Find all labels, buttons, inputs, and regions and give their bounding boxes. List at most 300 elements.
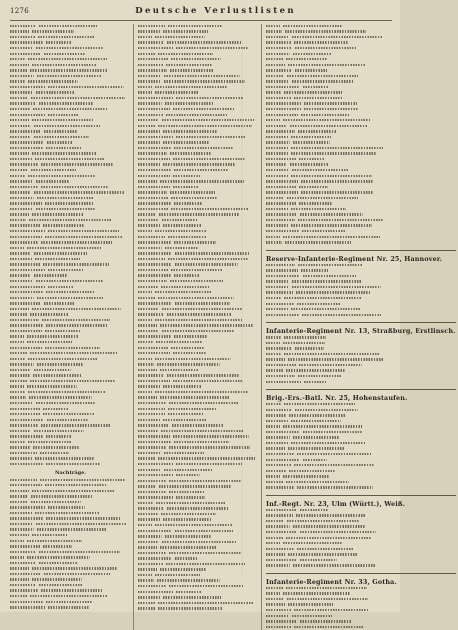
illegible-text-segment [292, 280, 362, 282]
illegible-text-segment [158, 53, 213, 55]
illegible-text-segment [138, 352, 170, 354]
illegible-text-segment [176, 463, 242, 465]
illegible-text-segment [292, 80, 354, 82]
illegible-text-segment [138, 441, 171, 443]
illegible-text-segment [44, 302, 75, 304]
illegible-text-segment [266, 286, 289, 288]
illegible-text-segment [36, 47, 103, 49]
illegible-text-segment [43, 545, 72, 547]
illegible-text-segment [160, 369, 198, 371]
illegible-text-segment [287, 598, 368, 600]
illegible-text-segment [10, 545, 40, 547]
illegible-text-segment [292, 36, 382, 38]
illegible-text-segment [297, 453, 371, 455]
illegible-text-segment [45, 484, 107, 486]
illegible-text-segment [30, 595, 107, 597]
illegible-text-segment [294, 609, 368, 611]
illegible-text-segment [10, 347, 42, 349]
illegible-text-segment [266, 186, 296, 188]
illegible-text-segment [163, 419, 207, 421]
illegible-text-segment [28, 58, 107, 60]
illegible-text-segment [138, 341, 153, 343]
illegible-text-segment [10, 335, 24, 337]
illegible-text-segment [164, 80, 245, 82]
illegible-text-segment [155, 291, 211, 293]
illegible-text-segment [175, 530, 233, 532]
illegible-text-segment [138, 75, 161, 77]
illegible-text-segment [10, 158, 32, 160]
illegible-text-segment [290, 163, 328, 165]
illegible-text-segment [295, 409, 358, 411]
illegible-text-segment [35, 457, 94, 459]
casualty-entry-line [10, 351, 131, 357]
illegible-text-segment [163, 141, 209, 143]
illegible-text-segment [10, 380, 27, 382]
illegible-text-segment [167, 313, 231, 315]
illegible-text-segment [288, 603, 333, 605]
illegible-text-segment [266, 141, 290, 143]
illegible-text-segment [300, 620, 352, 622]
illegible-text-segment [266, 236, 280, 238]
illegible-text-segment [10, 457, 32, 459]
illegible-text-segment [10, 236, 42, 238]
illegible-text-segment [283, 425, 362, 427]
illegible-text-segment [10, 175, 25, 177]
illegible-text-segment [173, 435, 249, 437]
illegible-text-segment [155, 574, 200, 576]
illegible-text-segment [36, 402, 96, 404]
illegible-text-segment [138, 330, 159, 332]
illegible-text-segment [266, 47, 292, 49]
illegible-text-segment [138, 385, 160, 387]
illegible-text-segment [174, 274, 200, 276]
illegible-text-segment [266, 587, 283, 589]
section-divider [266, 250, 456, 251]
illegible-text-segment [48, 86, 124, 88]
illegible-text-segment [46, 41, 72, 43]
illegible-text-segment [10, 119, 29, 121]
illegible-text-segment [37, 528, 106, 530]
illegible-text-segment [291, 224, 372, 226]
text-columns [10, 24, 456, 610]
illegible-text-segment [173, 108, 235, 110]
illegible-text-segment [138, 491, 166, 493]
illegible-text-segment [158, 297, 234, 299]
section-divider [266, 322, 456, 323]
illegible-text-segment [10, 374, 30, 376]
illegible-text-segment [138, 563, 163, 565]
illegible-text-segment [286, 537, 372, 539]
casualty-entry-line [10, 605, 131, 611]
illegible-text-segment [156, 502, 226, 504]
illegible-text-segment [266, 152, 288, 154]
illegible-text-segment [138, 47, 173, 49]
illegible-text-segment [138, 80, 161, 82]
illegible-text-segment [10, 589, 38, 591]
illegible-text-segment [138, 463, 173, 465]
illegible-text-segment [10, 91, 33, 93]
illegible-text-segment [266, 486, 294, 488]
illegible-text-segment [138, 513, 158, 515]
illegible-text-segment [10, 274, 31, 276]
illegible-text-segment [10, 408, 40, 410]
illegible-text-segment [301, 114, 349, 116]
illegible-text-segment [10, 363, 34, 365]
illegible-text-segment [10, 252, 31, 254]
illegible-text-segment [300, 531, 376, 533]
illegible-text-segment [266, 130, 295, 132]
illegible-text-segment [32, 119, 94, 121]
illegible-text-segment [169, 402, 238, 404]
illegible-text-segment [138, 69, 167, 71]
illegible-text-segment [168, 236, 207, 238]
illegible-text-segment [32, 490, 115, 492]
illegible-text-segment [166, 563, 245, 565]
illegible-text-segment [32, 152, 96, 154]
illegible-text-segment [39, 562, 78, 564]
illegible-text-segment [266, 375, 295, 377]
illegible-text-segment [42, 319, 110, 321]
casualty-entry-line [138, 318, 259, 324]
illegible-text-segment [138, 518, 160, 520]
illegible-text-segment [10, 86, 45, 88]
illegible-text-segment [266, 314, 299, 316]
illegible-text-segment [10, 213, 29, 215]
illegible-text-segment [160, 568, 207, 570]
illegible-text-segment [266, 353, 281, 355]
illegible-text-segment [33, 446, 79, 448]
illegible-text-segment [43, 263, 109, 265]
illegible-text-segment [173, 352, 206, 354]
illegible-text-segment [298, 375, 341, 377]
illegible-text-segment [290, 125, 367, 127]
illegible-text-segment [298, 219, 383, 221]
illegible-text-segment [158, 607, 222, 609]
illegible-text-segment [10, 208, 33, 210]
illegible-text-segment [296, 291, 371, 293]
illegible-text-segment [167, 374, 240, 376]
illegible-text-segment [10, 540, 24, 542]
illegible-text-segment [266, 219, 295, 221]
illegible-text-segment [176, 136, 246, 138]
illegible-text-segment [166, 114, 227, 116]
illegible-text-segment [266, 481, 283, 483]
illegible-text-segment [37, 75, 101, 77]
illegible-text-segment [138, 53, 155, 55]
illegible-text-segment [266, 119, 280, 121]
illegible-text-segment [158, 602, 254, 604]
illegible-text-segment [294, 464, 374, 466]
illegible-text-segment [10, 186, 38, 188]
illegible-text-segment [175, 302, 230, 304]
illegible-text-segment [292, 615, 332, 617]
illegible-text-segment [284, 353, 380, 355]
illegible-text-segment [31, 169, 76, 171]
illegible-text-segment [138, 236, 165, 238]
illegible-text-segment [176, 474, 200, 476]
illegible-text-segment [166, 64, 213, 66]
illegible-text-segment [266, 208, 288, 210]
illegible-text-segment [41, 424, 111, 426]
illegible-text-segment [266, 626, 291, 628]
illegible-text-segment [138, 535, 162, 537]
illegible-text-segment [169, 480, 241, 482]
illegible-text-segment [138, 280, 167, 282]
illegible-text-segment [10, 286, 45, 288]
illegible-text-segment [266, 403, 281, 405]
casualty-entry-line [266, 625, 456, 630]
illegible-text-segment [287, 520, 360, 522]
illegible-text-segment [266, 431, 300, 433]
illegible-text-segment [10, 64, 29, 66]
illegible-text-segment [288, 447, 345, 449]
illegible-text-segment [10, 413, 40, 415]
illegible-text-segment [155, 230, 206, 232]
illegible-text-segment [43, 408, 68, 410]
illegible-text-segment [162, 219, 198, 221]
illegible-text-segment [174, 441, 229, 443]
illegible-text-segment [138, 30, 160, 32]
illegible-text-segment [266, 102, 301, 104]
illegible-text-segment [138, 230, 152, 232]
illegible-text-segment [34, 274, 68, 276]
illegible-text-segment [27, 540, 82, 542]
casualty-entry-line [138, 46, 259, 52]
casualty-entry-line [10, 379, 131, 385]
illegible-text-segment [266, 280, 289, 282]
illegible-text-segment [266, 369, 283, 371]
casualty-entry-line [266, 240, 456, 246]
illegible-text-segment [10, 97, 28, 99]
illegible-text-segment [295, 69, 327, 71]
illegible-text-segment [28, 441, 72, 443]
illegible-text-segment [138, 108, 170, 110]
illegible-text-segment [296, 514, 366, 516]
illegible-text-segment [10, 263, 40, 265]
illegible-text-segment [36, 208, 95, 210]
illegible-text-segment [266, 202, 296, 204]
illegible-text-segment [288, 553, 357, 555]
casualty-entry-line [10, 229, 131, 235]
illegible-text-segment [291, 308, 360, 310]
illegible-text-segment [10, 147, 43, 149]
illegible-text-segment [10, 152, 29, 154]
illegible-text-segment [266, 108, 301, 110]
illegible-text-segment [43, 413, 95, 415]
illegible-text-segment [167, 41, 242, 43]
illegible-text-segment [33, 374, 81, 376]
illegible-text-segment [285, 30, 366, 32]
illegible-text-segment [43, 224, 84, 226]
illegible-text-segment [283, 592, 350, 594]
illegible-text-segment [48, 269, 84, 271]
illegible-text-segment [301, 180, 374, 182]
illegible-text-segment [10, 25, 36, 27]
illegible-text-segment [138, 308, 159, 310]
illegible-text-segment [304, 381, 326, 383]
illegible-text-segment [27, 556, 90, 558]
illegible-text-segment [266, 470, 286, 472]
illegible-text-segment [300, 213, 363, 215]
illegible-text-segment [138, 402, 166, 404]
illegible-text-segment [170, 69, 214, 71]
illegible-text-segment [10, 224, 40, 226]
illegible-text-segment [174, 202, 202, 204]
illegible-text-segment [266, 414, 286, 416]
casualty-entry-line [138, 606, 259, 612]
illegible-text-segment [10, 141, 44, 143]
illegible-text-segment [299, 364, 362, 366]
illegible-text-segment [297, 486, 373, 488]
illegible-text-segment [138, 552, 166, 554]
illegible-text-segment [138, 485, 156, 487]
illegible-text-segment [299, 158, 325, 160]
illegible-text-segment [266, 564, 290, 566]
illegible-text-segment [291, 420, 341, 422]
illegible-text-segment [10, 419, 44, 421]
illegible-text-segment [138, 141, 160, 143]
illegible-text-segment [38, 36, 94, 38]
illegible-text-segment [41, 589, 103, 591]
casualty-entry-line [266, 313, 456, 319]
illegible-text-segment [45, 347, 100, 349]
illegible-text-segment [266, 169, 289, 171]
illegible-text-segment [138, 119, 159, 121]
illegible-text-segment [138, 152, 167, 154]
illegible-text-segment [161, 513, 216, 515]
illegible-text-segment [176, 496, 205, 498]
illegible-text-segment [138, 324, 157, 326]
illegible-text-segment [10, 567, 29, 569]
illegible-text-segment [301, 269, 328, 271]
illegible-text-segment [266, 308, 288, 310]
column-right [266, 24, 458, 630]
illegible-text-segment [138, 602, 155, 604]
illegible-text-segment [30, 352, 118, 354]
illegible-text-segment [160, 324, 253, 326]
illegible-text-segment [39, 551, 120, 553]
illegible-text-segment [10, 269, 45, 271]
illegible-text-segment [169, 491, 205, 493]
illegible-text-segment [266, 36, 289, 38]
illegible-text-segment [138, 579, 154, 581]
illegible-text-segment [10, 512, 32, 514]
illegible-text-segment [138, 114, 163, 116]
illegible-text-segment [266, 125, 287, 127]
illegible-text-segment [138, 574, 152, 576]
illegible-text-segment [287, 75, 358, 77]
illegible-text-segment [160, 180, 244, 182]
illegible-text-segment [48, 114, 78, 116]
illegible-text-segment [157, 363, 220, 365]
regiment-heading: Brig.-Ers.-Batl. Nr. 25, Hohenstaufen. [266, 394, 408, 403]
illegible-text-segment [10, 396, 26, 398]
illegible-text-segment [163, 518, 212, 520]
illegible-text-segment [10, 136, 31, 138]
illegible-text-segment [10, 495, 28, 497]
illegible-text-segment [41, 163, 113, 165]
illegible-text-segment [31, 97, 125, 99]
illegible-text-segment [285, 241, 351, 243]
section-divider [266, 573, 456, 574]
illegible-text-segment [284, 336, 326, 338]
illegible-text-segment [46, 517, 121, 519]
illegible-text-segment [34, 191, 125, 193]
illegible-text-segment [162, 308, 242, 310]
illegible-text-segment [32, 534, 68, 536]
illegible-text-segment [160, 546, 216, 548]
illegible-text-segment [138, 147, 171, 149]
illegible-text-segment [169, 585, 244, 587]
illegible-text-segment [283, 475, 329, 477]
illegible-text-segment [10, 163, 38, 165]
illegible-text-segment [292, 286, 381, 288]
illegible-text-segment [41, 241, 112, 243]
illegible-text-segment [303, 86, 329, 88]
illegible-text-segment [174, 147, 233, 149]
illegible-text-segment [302, 314, 381, 316]
casualty-entry-line [10, 462, 131, 468]
illegible-text-segment [138, 269, 168, 271]
illegible-text-segment [176, 591, 202, 593]
illegible-text-segment [162, 119, 254, 121]
illegible-text-segment [27, 385, 77, 387]
illegible-text-segment [37, 297, 103, 299]
illegible-text-segment [39, 102, 93, 104]
illegible-text-segment [302, 230, 346, 232]
casualty-entry-line [138, 157, 259, 163]
illegible-text-segment [286, 481, 349, 483]
illegible-text-segment [155, 358, 231, 360]
illegible-text-segment [165, 535, 211, 537]
illegible-text-segment [164, 452, 204, 454]
illegible-text-segment [286, 587, 367, 589]
illegible-text-segment [286, 369, 346, 371]
illegible-text-segment [138, 374, 164, 376]
illegible-text-segment [10, 69, 27, 71]
illegible-text-segment [138, 530, 172, 532]
illegible-text-segment [266, 453, 294, 455]
illegible-text-segment [46, 147, 82, 149]
illegible-text-segment [293, 53, 331, 55]
illegible-text-segment [266, 269, 298, 271]
illegible-text-segment [294, 626, 364, 628]
illegible-text-segment [289, 414, 345, 416]
illegible-text-segment [10, 191, 31, 193]
illegible-text-segment [10, 169, 28, 171]
illegible-text-segment [10, 80, 25, 82]
illegible-text-segment [10, 202, 42, 204]
illegible-text-segment [10, 53, 41, 55]
illegible-text-segment [40, 452, 69, 454]
illegible-text-segment [266, 537, 283, 539]
illegible-text-segment [138, 191, 167, 193]
illegible-text-segment [10, 595, 27, 597]
illegible-text-segment [48, 230, 119, 232]
illegible-text-segment [138, 130, 160, 132]
illegible-text-segment [300, 509, 328, 511]
illegible-text-segment [266, 224, 288, 226]
illegible-text-segment [28, 80, 78, 82]
casualty-entry-line [138, 96, 259, 102]
illegible-text-segment [283, 342, 325, 344]
illegible-text-segment [155, 391, 248, 393]
illegible-text-segment [10, 573, 41, 575]
illegible-text-segment [10, 297, 34, 299]
illegible-text-segment [298, 264, 362, 266]
illegible-text-segment [266, 420, 288, 422]
illegible-text-segment [30, 313, 69, 315]
